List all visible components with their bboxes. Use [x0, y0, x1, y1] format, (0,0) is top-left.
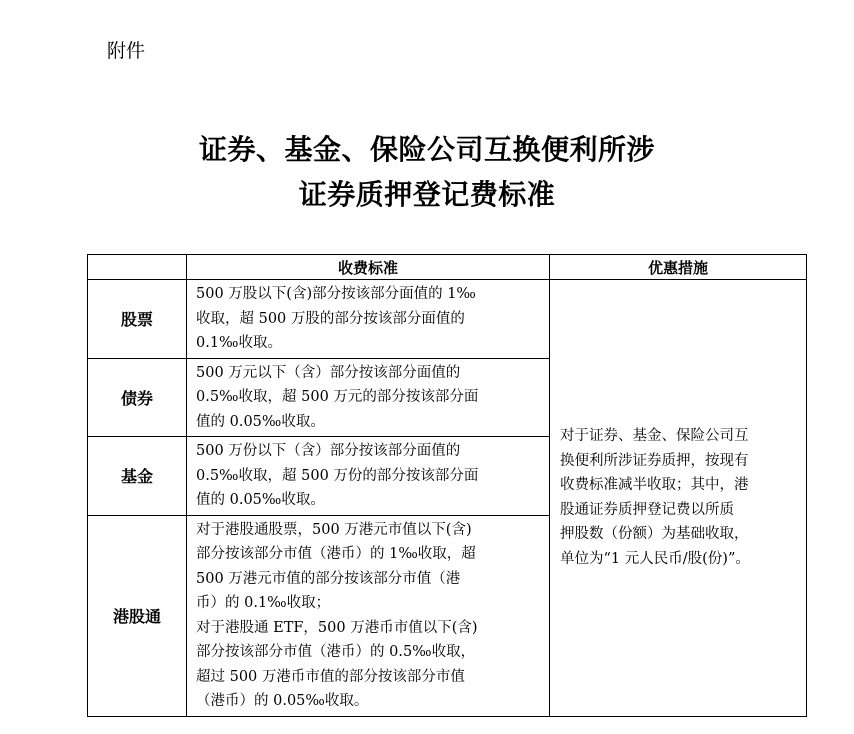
- standard-line: 收取，超 500 万股的部分按该部分面值的: [196, 310, 465, 327]
- discount-line: 股通证券质押登记费以所质: [560, 501, 734, 518]
- standard-hk-connect: [187, 515, 550, 716]
- standard-line: 值的 0.05‰收取。: [196, 413, 325, 430]
- standard-line: 0.5‰收取，超 500 万份的部分按该部分面: [196, 467, 479, 484]
- table-row-stocks: [88, 280, 807, 359]
- attachment-label: 附件: [107, 40, 146, 62]
- header-discount-measures: 优惠措施: [550, 255, 807, 280]
- table-header-row: [88, 255, 807, 280]
- document-title-line-1: 证券、基金、保险公司互换便利所涉: [198, 133, 655, 166]
- standard-line: 对于港股通股票，500 万港元市值以下(含): [196, 521, 472, 538]
- standard-line: 500 万港元市值的部分按该部分市值（港: [196, 570, 461, 587]
- standard-line: 500 万份以下（含）部分按该部分面值的: [196, 443, 461, 459]
- category-stocks: 股票: [88, 280, 187, 359]
- standard-line: 超过 500 万港币市值的部分按该部分市值: [196, 668, 465, 685]
- standard-line: 部分按该部分市值（港币）的 1‰收取，超: [196, 546, 476, 562]
- header-corner-cell: [88, 255, 187, 280]
- standard-line: 值的 0.05‰收取。: [196, 492, 325, 508]
- standard-line: 500 万元以下（含）部分按该部分面值的: [196, 364, 461, 381]
- discount-line: 对于证券、基金、保险公司互: [560, 428, 749, 445]
- category-bonds: 债券: [88, 358, 187, 437]
- document-title-line-2: 证券质押登记费标准: [298, 178, 556, 211]
- standard-funds: [187, 437, 550, 516]
- discount-line: 收费标准减半收取；其中，港: [560, 477, 749, 494]
- standard-stocks: [187, 280, 550, 359]
- header-fee-standard: 收费标准: [187, 255, 550, 280]
- standard-line: 币）的 0.1‰收取；: [196, 595, 331, 611]
- standard-line: 500 万股以下(含)部分按该部分面值的 1‰: [196, 286, 476, 302]
- discount-line: 单位为“1 元人民币/股(份)”。: [560, 550, 750, 567]
- fee-standard-table: [87, 254, 807, 717]
- standard-line: 部分按该部分市值（港币）的 0.5‰收取，: [196, 644, 476, 660]
- standard-line: （港币）的 0.05‰收取。: [196, 693, 369, 709]
- standard-line: 0.1‰收取。: [196, 335, 283, 351]
- standard-line: 0.5‰收取，超 500 万元的部分按该部分面: [196, 389, 479, 405]
- category-hk-connect: 港股通: [88, 515, 187, 716]
- discount-line: 换便利所涉证券质押，按现有: [560, 452, 749, 469]
- standard-line: 对于港股通 ETF，500 万港币市值以下(含): [196, 619, 478, 636]
- discount-line: 押股数（份额）为基础收取，: [560, 526, 749, 543]
- discount-measures-cell: [550, 280, 807, 717]
- category-funds: 基金: [88, 437, 187, 516]
- standard-bonds: [187, 358, 550, 437]
